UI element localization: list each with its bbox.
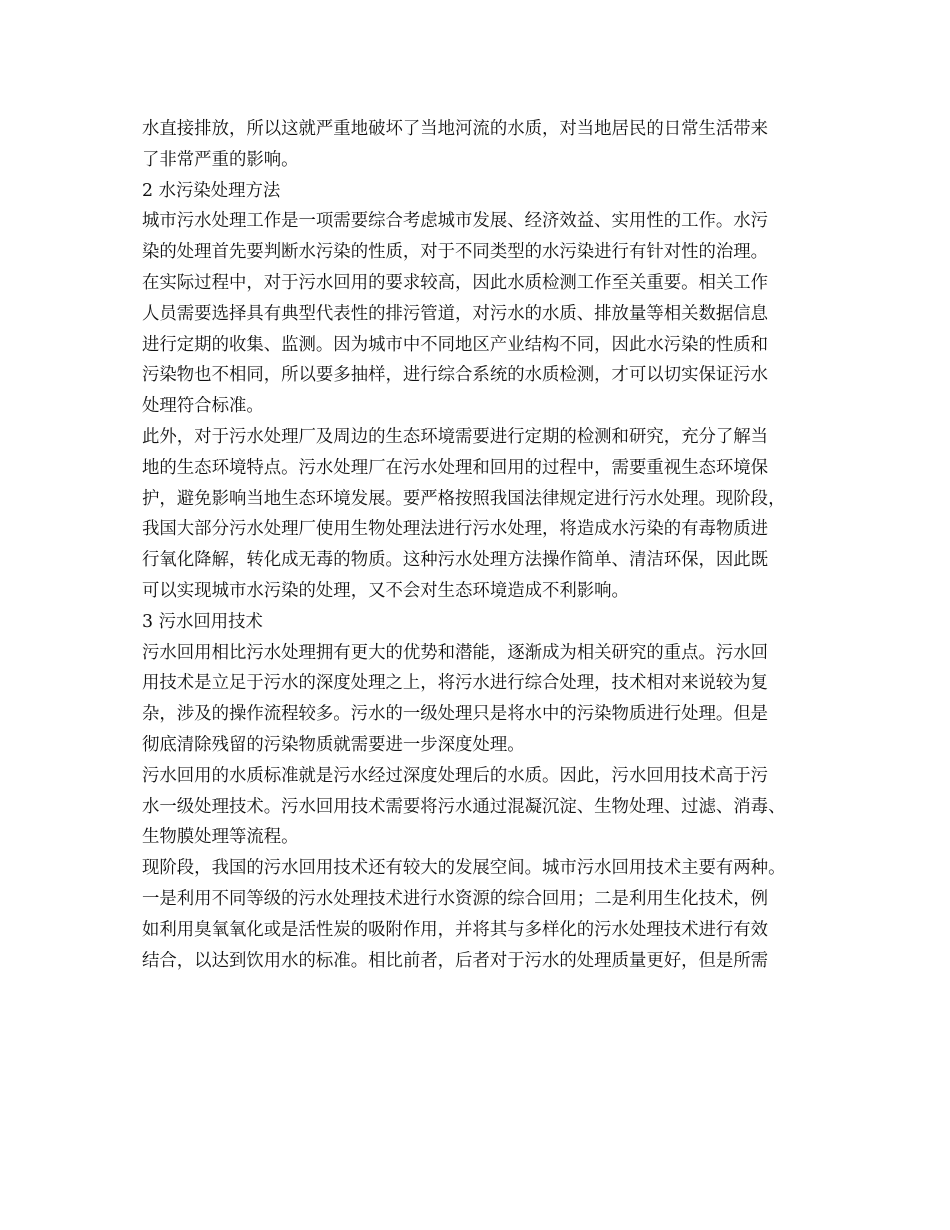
text-line: 护，避免影响当地生态环境发展。要严格按照我国法律规定进行污水处理。现阶段， — [142, 488, 786, 509]
paragraph-reuse-advantages — [142, 638, 822, 761]
text-line: 了非常严重的影响。 — [142, 149, 299, 170]
paragraph-ecology-monitoring — [142, 422, 822, 607]
text-line: 在实际过程中，对于污水回用的要求较高，因此水质检测工作至关重要。相关工作 — [142, 272, 769, 293]
text-line: 我国大部分污水处理厂使用生物处理法进行污水处理，将造成水污染的有毒物质进 — [142, 519, 769, 540]
text-line: 杂，涉及的操作流程较多。污水的一级处理只是将水中的污染物质进行处理。但是 — [142, 704, 769, 725]
text-line: 城市污水处理工作是一项需要综合考虑城市发展、经济效益、实用性的工作。水污 — [142, 211, 769, 232]
text-line: 生物膜处理等流程。 — [142, 827, 299, 848]
paragraph-water-discharge-impact — [142, 114, 822, 176]
text-line: 人员需要选择具有典型代表性的排污管道，对污水的水质、排放量等相关数据信息 — [142, 303, 769, 324]
text-line: 污染物也不相同，所以要多抽样，进行综合系统的水质检测，才可以切实保证污水 — [142, 365, 769, 386]
paragraph-reuse-standard — [142, 761, 822, 853]
text-line: 染的处理首先要判断水污染的性质，对于不同类型的水污染进行有针对性的治理。 — [142, 242, 769, 263]
document-page — [142, 114, 822, 976]
text-line: 水直接排放，所以这就严重地破坏了当地河流的水质，对当地居民的日常生活带来 — [142, 119, 769, 139]
section-heading-2: 2 水污染处理方法 — [142, 180, 281, 201]
paragraph-reuse-methods — [142, 853, 822, 976]
text-line: 一是利用不同等级的污水处理技术进行水资源的综合回用；二是利用生化技术，例 — [142, 888, 769, 909]
text-line: 此外，对于污水处理厂及周边的生态环境需要进行定期的检测和研究，充分了解当 — [142, 426, 769, 447]
text-line: 污水回用的水质标准就是污水经过深度处理后的水质。因此，污水回用技术高于污 — [142, 765, 769, 786]
text-line: 可以实现城市水污染的处理，又不会对生态环境造成不利影响。 — [142, 580, 629, 601]
text-line: 污水回用相比污水处理拥有更大的优势和潜能，逐渐成为相关研究的重点。污水回 — [142, 642, 769, 663]
text-line: 用技术是立足于污水的深度处理之上，将污水进行综合处理，技术相对来说较为复 — [142, 673, 769, 694]
text-line: 水一级处理技术。污水回用技术需要将污水通过混凝沉淀、生物处理、过滤、消毒、 — [142, 796, 786, 817]
text-line: 现阶段，我国的污水回用技术还有较大的发展空间。城市污水回用技术主要有两种。 — [142, 858, 786, 879]
paragraph-treatment-overview — [142, 206, 822, 422]
text-line: 地的生态环境特点。污水处理厂在污水处理和回用的过程中，需要重视生态环境保 — [142, 457, 769, 478]
text-line: 行氧化降解，转化成无毒的物质。这种污水处理方法操作简单、清洁环保，因此既 — [142, 550, 769, 571]
text-line: 如利用臭氧氧化或是活性炭的吸附作用，并将其与多样化的污水处理技术进行有效 — [142, 919, 769, 940]
text-line: 处理符合标准。 — [142, 396, 264, 417]
text-line: 进行定期的收集、监测。因为城市中不同地区产业结构不同，因此水污染的性质和 — [142, 334, 769, 355]
section-heading-3: 3 污水回用技术 — [142, 611, 263, 632]
text-line: 彻底清除残留的污染物质就需要进一步深度处理。 — [142, 734, 525, 755]
text-line: 结合，以达到饮用水的标准。相比前者，后者对于污水的处理质量更好，但是所需 — [142, 950, 769, 971]
